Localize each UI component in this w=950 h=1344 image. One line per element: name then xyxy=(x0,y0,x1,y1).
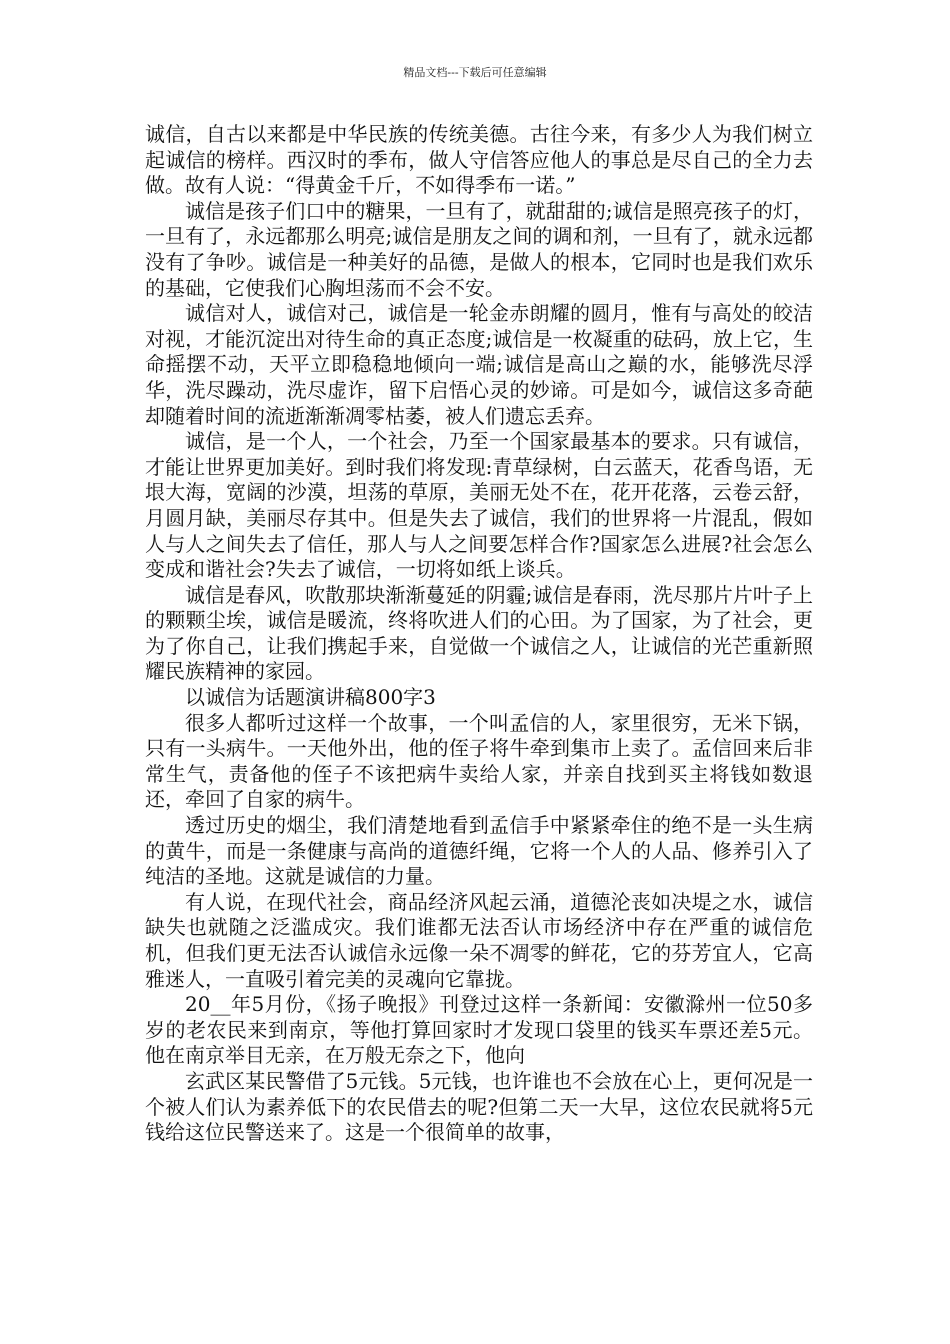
paragraph-10: 玄武区某民警借了5元钱。5元钱，也许谁也不会放在心上，更何况是一个被人们认为素养低下的农民借去的呢?但第二天一大早，这位农民就将5元钱给这位民警送来了。这是一个很简单的故事， xyxy=(145,1068,813,1145)
paragraph-5: 诚信是春风，吹散那块渐渐蔓延的阴霾;诚信是春雨，洗尽那片片叶子上的颗颗尘埃，诚信是暖流，终将吹进人们的心田。为了国家，为了社会，更为了你自己，让我们携起手来，自觉做一个诚信之人，让诚信的光芒重新照耀民族精神的家园。 xyxy=(145,582,813,684)
paragraph-3: 诚信对人，诚信对己，诚信是一轮金赤朗耀的圆月，惟有与高处的皎洁对视，才能沉淀出对待生命的真正态度;诚信是一枚凝重的砝码，放上它，生命摇摆不动，天平立即稳稳地倾向一端;诚信是高山之巅的水，能够洗尽浮华，洗尽躁动，洗尽虚诈，留下启悟心灵的妙谛。可是如今，诚信这多奇葩却随着时间的流逝渐渐凋零枯萎，被人们遗忘丢弃。 xyxy=(145,301,813,428)
paragraph-2: 诚信是孩子们口中的糖果，一旦有了，就甜甜的;诚信是照亮孩子的灯，一旦有了，永远都那么明亮;诚信是朋友之间的调和剂，一旦有了，就永远都没有了争吵。诚信是一种美好的品德，是做人的根本，它同时也是我们欢乐的基础，它使我们心胸坦荡而不会不安。 xyxy=(145,198,813,300)
paragraph-8: 有人说，在现代社会，商品经济风起云涌，道德沦丧如决堤之水，诚信缺失也就随之泛滥成灾。我们谁都无法否认市场经济中存在严重的诚信危机，但我们更无法否认诚信永远像一朵不凋零的鲜花，它的芬芳宜人，它高雅迷人，一直吸引着完美的灵魂向它靠拢。 xyxy=(145,889,813,991)
paragraph-9: 20__年5月份，《扬子晚报》刊登过这样一条新闻：安徽滁州一位50多岁的老农民来到南京，等他打算回家时才发现口袋里的钱买车票还差5元。他在南京举目无亲，在万般无奈之下，他向 xyxy=(145,992,813,1068)
document-body xyxy=(145,122,813,1146)
page-header: 精品文档---下载后可任意编辑 xyxy=(403,66,547,79)
paragraph-6: 很多人都听过这样一个故事，一个叫孟信的人，家里很穷，无米下锅，只有一头病牛。一天他外出，他的侄子将牛牵到集市上卖了。孟信回来后非常生气，责备他的侄子不该把病牛卖给人家，并亲自找到买主将钱如数退还，牵回了自家的病牛。 xyxy=(145,710,813,812)
paragraph-4: 诚信，是一个人，一个社会，乃至一个国家最基本的要求。只有诚信，才能让世界更加美好。到时我们将发现:青草绿树，白云蓝天，花香鸟语，无垠大海，宽阔的沙漠，坦荡的草原，美丽无处不在，花开花落，云卷云舒，月圆月缺，美丽尽存其中。但是失去了诚信，我们的世界将一片混乱，假如人与人之间失去了信任，那人与人之间要怎样合作?国家怎么进展?社会怎么变成和谐社会?失去了诚信，一切将如纸上谈兵。 xyxy=(145,429,813,582)
section-heading: 以诚信为话题演讲稿800字3 xyxy=(185,685,436,710)
paragraph-1: 诚信，自古以来都是中华民族的传统美德。古往今来，有多少人为我们树立起诚信的榜样。西汉时的季布，做人守信答应他人的事总是尽自己的全力去做。故有人说：“得黄金千斤，不如得季布一诺。” xyxy=(145,122,813,198)
paragraph-7: 透过历史的烟尘，我们清楚地看到孟信手中紧紧牵住的绝不是一头生病的黄牛，而是一条健康与高尚的道德纤绳，它将一个人的人品、修养引入了纯洁的圣地。这就是诚信的力量。 xyxy=(145,813,813,889)
